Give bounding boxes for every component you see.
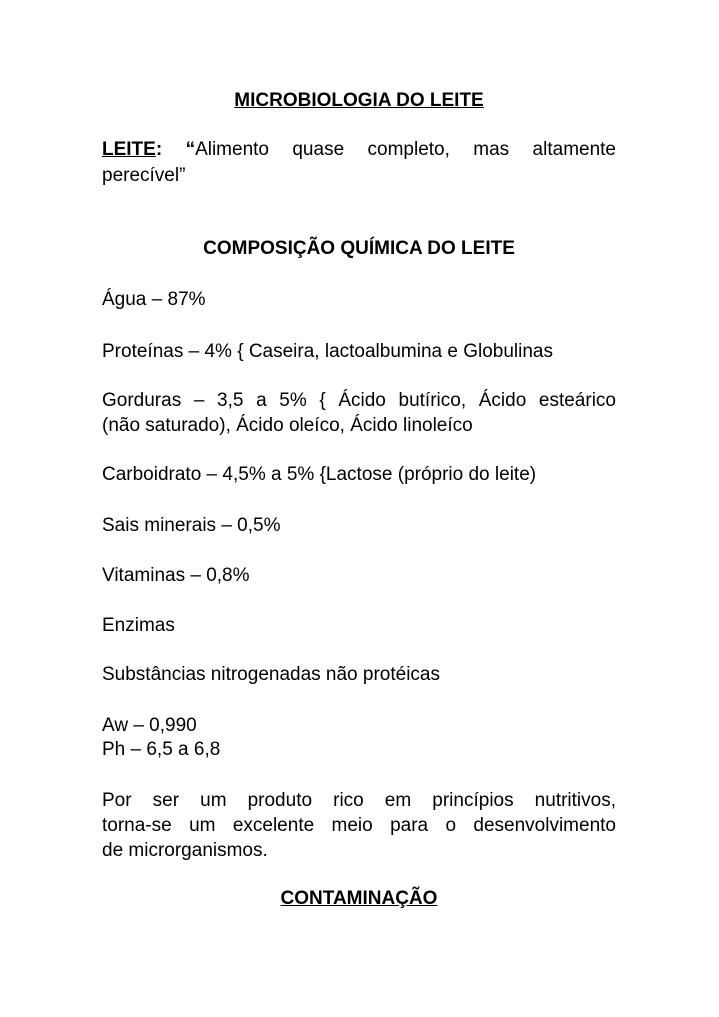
composition-gorduras-line-2: (não saturado), Ácido oleíco, Ácido linoleíco — [102, 415, 473, 436]
definition-text: Alimento quase completo, mas altamente — [195, 139, 617, 160]
definition-separator: : — [155, 139, 163, 160]
definition-term: LEITE — [102, 139, 156, 160]
paragraph-line-1: Por ser um produto rico em princípios nutritivos, — [102, 790, 616, 811]
composition-vitaminas: Vitaminas – 0,8% — [102, 565, 250, 586]
definition-line-1 — [102, 137, 616, 162]
section-title-composition: COMPOSIÇÃO QUÍMICA DO LEITE — [203, 238, 515, 259]
definition-open-quote: “ — [185, 139, 196, 160]
composition-carboidrato: Carboidrato – 4,5% a 5% {Lactose (próprio do leite) — [102, 464, 537, 485]
paragraph-line-2: torna-se um excelente meio para o desenvolvimento — [102, 815, 616, 836]
composition-enzimas: Enzimas — [102, 615, 175, 636]
composition-agua: Água – 87% — [102, 289, 206, 310]
composition-gorduras-line-1: Gorduras – 3,5 a 5% { Ácido butírico, Ácido esteárico — [102, 390, 616, 411]
composition-substancias: Substâncias nitrogenadas não protéicas — [102, 664, 441, 685]
paragraph-line-3: de microrganismos. — [102, 840, 268, 861]
composition-sais: Sais minerais – 0,5% — [102, 515, 281, 536]
definition-line-2: perecível” — [102, 165, 186, 186]
section-title-contaminacao: CONTAMINAÇÃO — [280, 888, 438, 909]
document-title: MICROBIOLOGIA DO LEITE — [234, 90, 484, 111]
composition-proteinas: Proteínas – 4% { Caseira, lactoalbumina e Globulinas — [102, 341, 553, 362]
composition-ph: Ph – 6,5 a 6,8 — [102, 739, 221, 760]
composition-aw: Aw – 0,990 — [102, 715, 197, 736]
